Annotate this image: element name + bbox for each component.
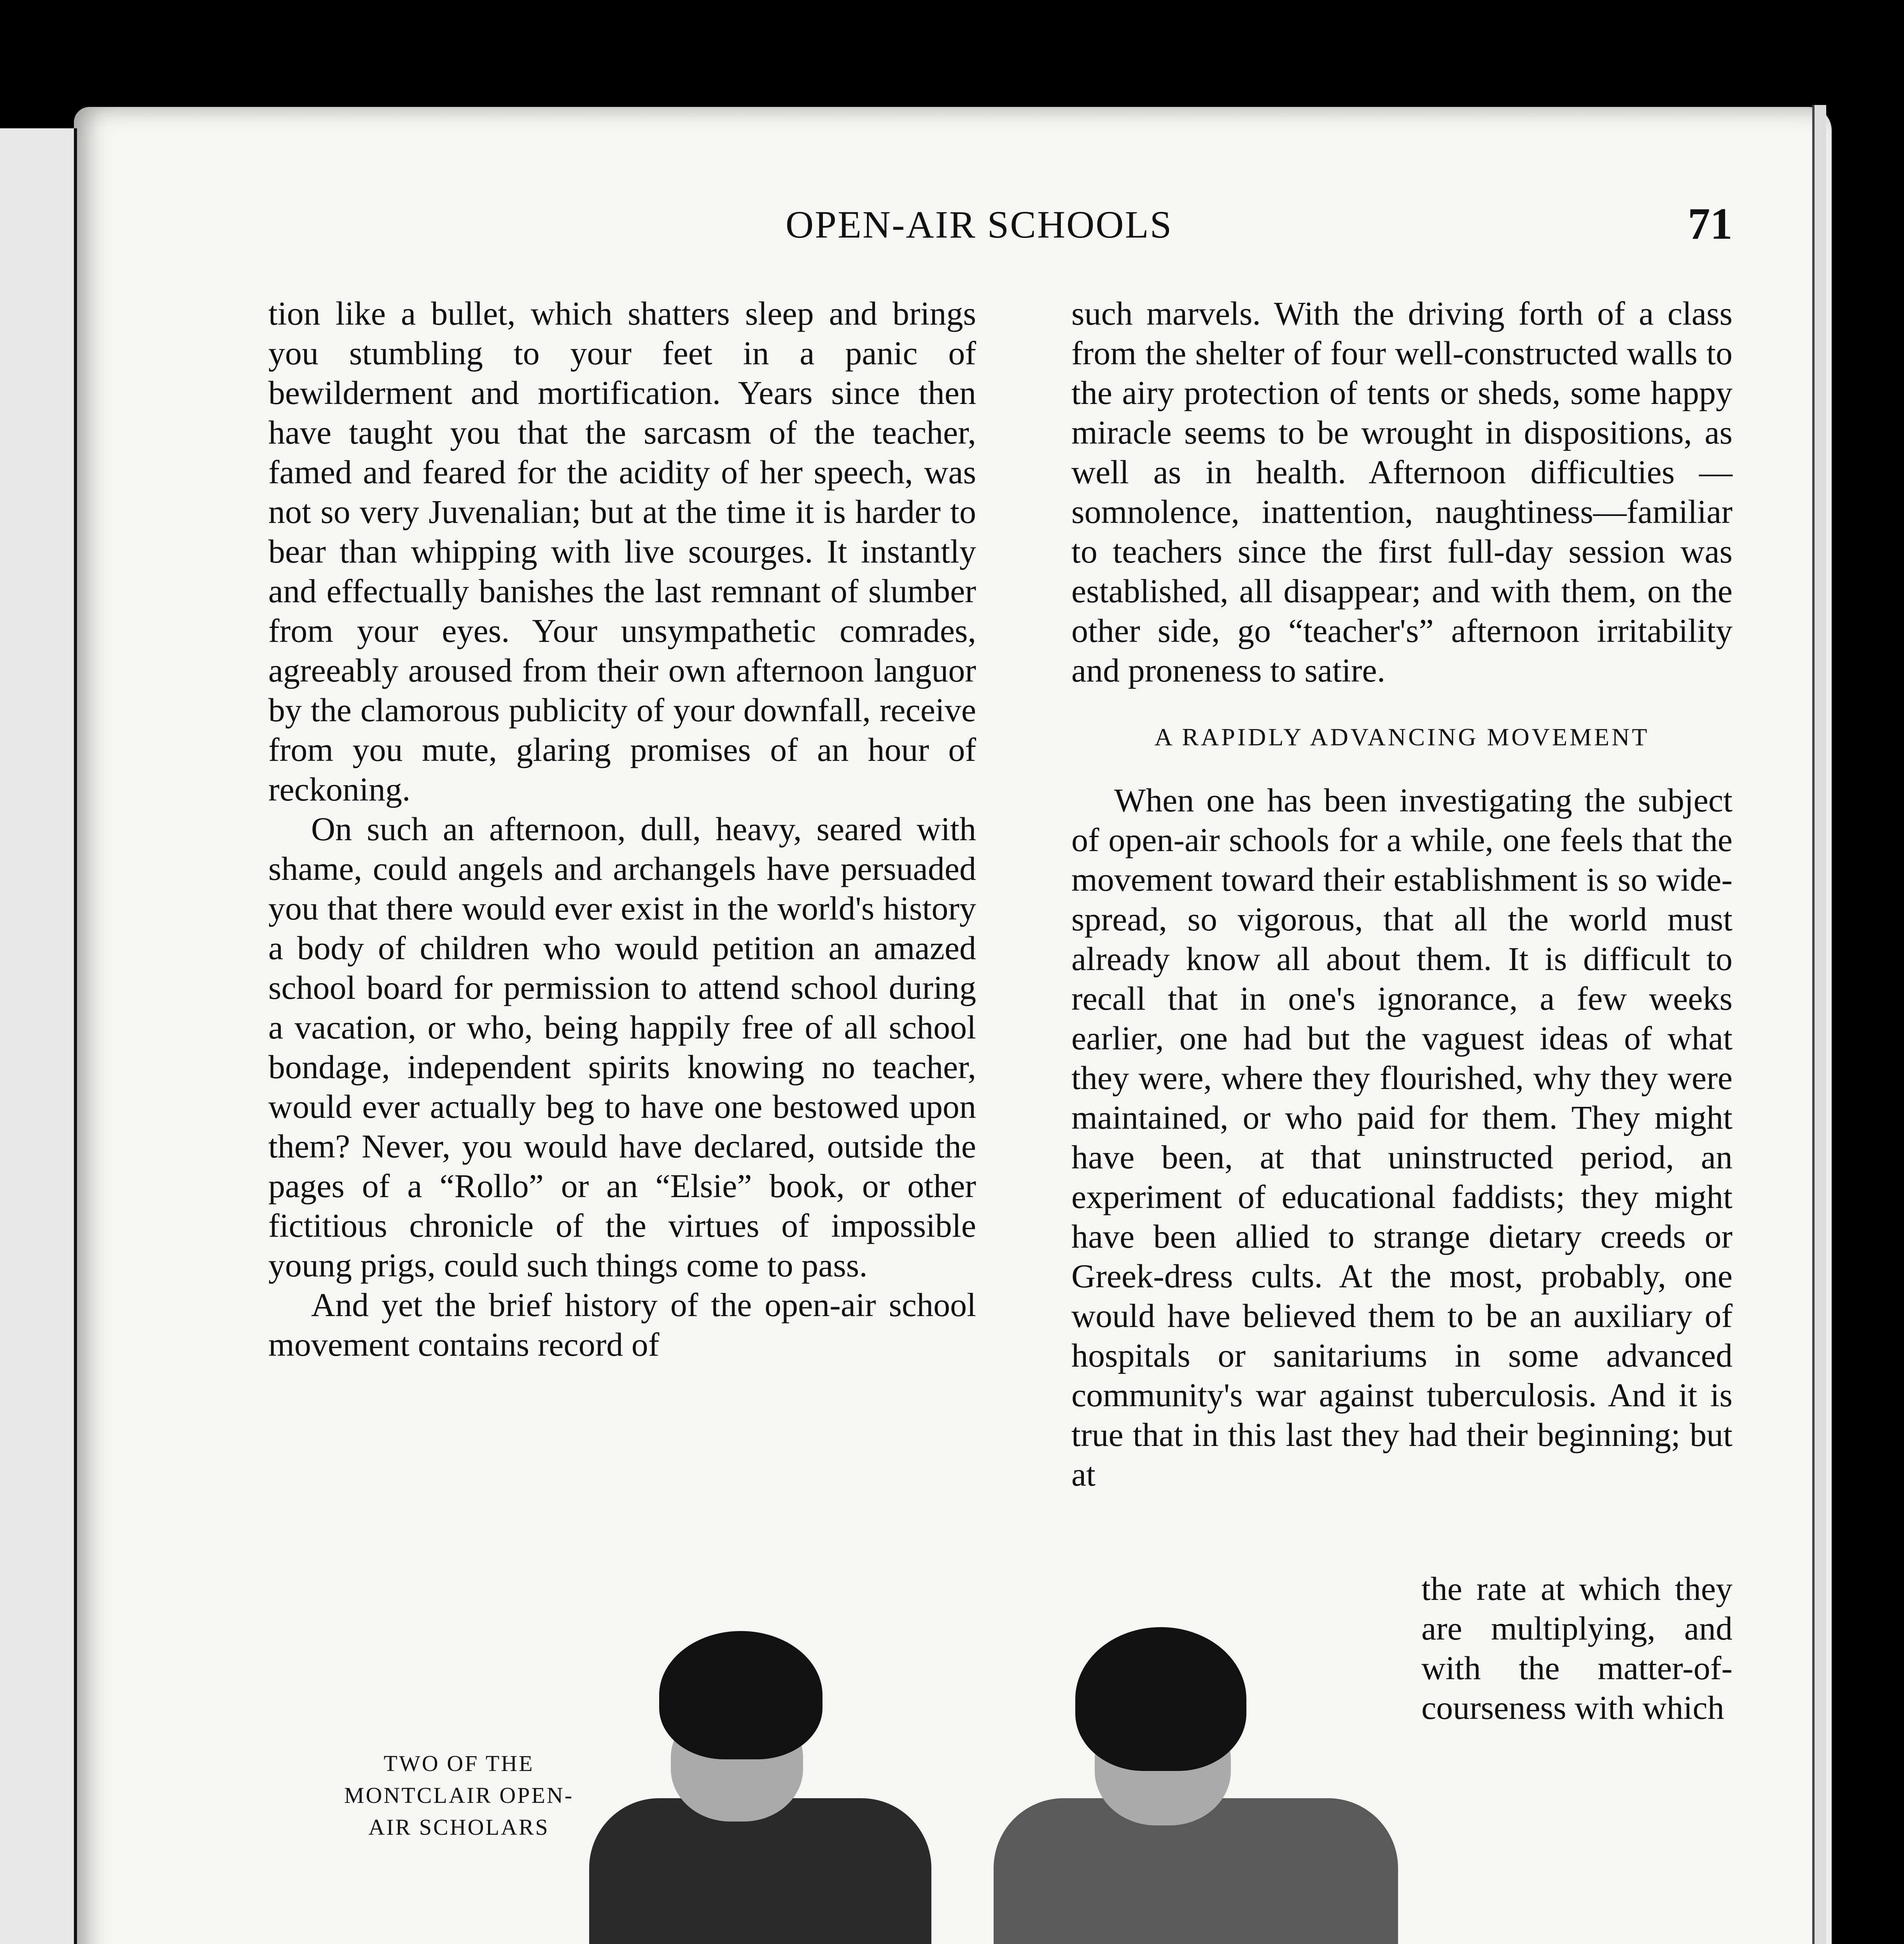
paragraph: such marvels. With the driving forth of a class from the shelter of four well-constructed walls to the airy protection of tents or sheds, some happy miracle seems to be wrought in dispositions, as well as in health. Afternoon difficulties — somnolence, inattention, naughtiness—familiar to teachers since the first full-day session was established, all disappear; and with them, on the other side, go “teacher's” afternoon irritability and proneness to satire.: [1071, 295, 1732, 689]
right-text-column: [1071, 294, 1732, 1494]
page-edge: [1812, 105, 1826, 1944]
left-text-column: [268, 294, 976, 1364]
hat: [1075, 1627, 1246, 1771]
section-heading: A RAPIDLY ADVANCING MOVEMENT: [1154, 723, 1650, 751]
running-head: OPEN-AIR SCHOOLS: [786, 203, 1173, 246]
left-child: [558, 1608, 986, 1944]
paragraph: tion like a bullet, which shatters sleep and brings you stumbling to your feet in a panic of bewilderment and mortification. Years since then have taught you that the sarcasm of the teacher, famed and feared for the acidity of her speech, was not so very Juvenalian; but at the time it is harder to bear than whipping with live scourges. It instantly and effectually banishes the last remnant of slumber from your eyes. Your unsympathetic comrades, agreeably aroused from their own afternoon languor by the clamorous publicity of your downfall, receive from you mute, glaring promises of an hour of reckoning.: [268, 295, 976, 808]
right-child: [982, 1612, 1449, 1944]
photo-caption: TWO OF THE MONTCLAIR OPEN-AIR SCHOLARS: [344, 1751, 574, 1840]
wrapped-paragraph-continuation: the rate at which they are multiplying, and with the matter-of-courseness with which: [1421, 1570, 1732, 1726]
paragraph: And yet the brief history of the open-air school movement contains record of: [268, 1286, 976, 1363]
paragraph: On such an afternoon, dull, heavy, seared with shame, could angels and archangels have persuaded you that there would ever exist in the world's history a body of children who would petition an amazed school board for permission to attend school during a vacation, or who, being happily free of all school bondage, independent spirits knowing no teacher, would ever actually beg to have one bestowed upon them? Never, you would have declared, outside the pages of a “Rollo” or an “Elsie” book, or other fictitious chronicle of the virtues of impossible young prigs, could such things come to pass.: [268, 810, 976, 1284]
coat: [589, 1798, 931, 1944]
hat: [659, 1631, 822, 1759]
book-gutter: [74, 128, 77, 1944]
paragraph: When one has been investigating the subject of open-air schools for a while, one feels that the movement toward their establishment is so wide-spread, so vigorous, that all the world must already know all about them. It is difficult to recall that in one's ignorance, a few weeks earlier, one had but the vaguest ideas of what they were, where they flourished, why they were maintained, or who paid for them. They might have been, at that uninstructed period, an experiment of educational faddists; they might have been allied to strange dietary creeds or Greek-dress cults. At the most, probably, one would have believed them to be an auxiliary of hospitals or sanitariums in some advanced community's war against tuberculosis. And it is true that in this last they had their beginning; but at: [1071, 781, 1732, 1493]
page-number: 71: [1688, 199, 1732, 248]
